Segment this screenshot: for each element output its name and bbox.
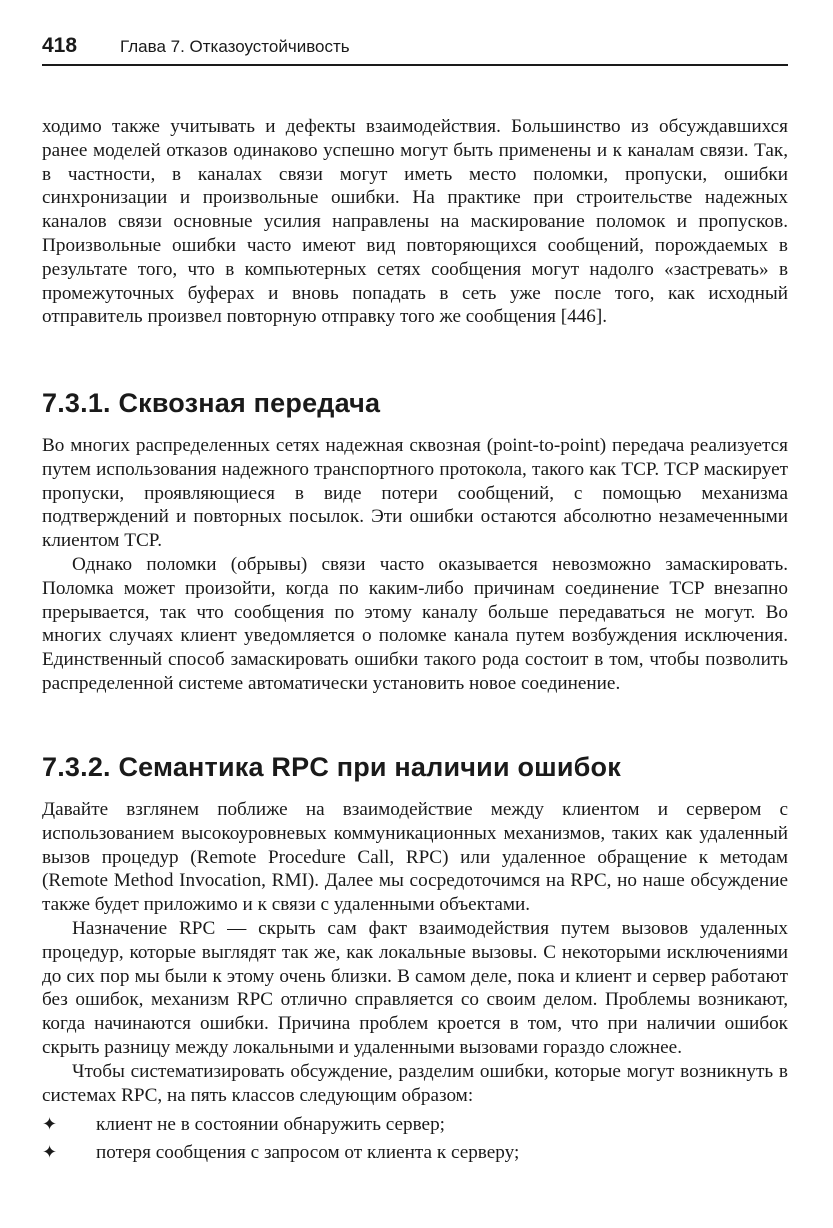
list-item [42,1111,788,1139]
page-number: 418 [42,34,78,57]
section-heading-7-3-1: 7.3.1. Сквозная передача [42,388,381,418]
list-item-text: потеря сообщения с запросом от клиента к серверу; [96,1142,520,1164]
section-7-3-2-body [42,798,788,1167]
section-heading-7-3-2: 7.3.2. Семантика RPC при наличии ошибок [42,752,621,782]
list-item-text: клиент не в состоянии обнаружить сервер; [96,1114,445,1136]
running-head: Глава 7. Отказоустойчивость [120,37,350,56]
paragraph: Чтобы систематизировать обсуждение, разделим ошибки, которые могут возникнуть в системах RPC, на пять классов следующим образом: [42,1060,788,1106]
page-header [42,34,788,66]
paragraph: Давайте взглянем поближе на взаимодействие между клиентом и сервером с использованием высокоуровневых коммуникационных механизмов, таких как удаленный вызов процедур (Remote Procedure Call, RPC) или удаленное обращение к методам (Remote Method Invocation, RMI). Далее мы сосредоточимся на RPC, но наше обсуждение также будет приложимо и к связи с удаленными объектами. [42,799,788,916]
list-item [42,1139,788,1167]
section-7-3-1-body [42,434,788,696]
four-point-star-bullet-icon: ✦ [42,1114,58,1136]
paragraph: Назначение RPC — скрыть сам факт взаимодействия путем вызовов удаленных процедур, которые выглядят так же, как локальные вызовы. С некоторыми исключениями до сих пор мы были к этому очень близки. В самом деле, пока и клиент и сервер работают без ошибок, механизм RPC отлично справляется со своим делом. Проблемы возникают, когда начинаются ошибки. Причина проблем кроется в том, что при наличии ошибок скрыть разницу между локальными и удаленными вызовами гораздо сложнее. [42,917,788,1058]
failure-class-list [42,1111,788,1167]
intro-paragraph: ходимо также учитывать и дефекты взаимодействия. Большинство из обсуждавшихся ранее моделей отказов одинаково успешно могут быть применены и к каналам связи. Так, в частности, в каналах связи могут иметь место поломки, пропуски, ошибки синхронизации и произвольные ошибки. На практике при строительстве надежных каналов связи основные усилия направлены на маскирование поломок и пропусков. Произвольные ошибки часто имеют вид повторяющихся сообщений, порождаемых в результате того, что в компьютерных сетях сообщения могут надолго «застревать» в промежуточных буферах и вновь попадать в сеть уже после того, как исходный отправитель произвел повторную отправку того же сообщения [446]. [42,116,788,328]
paragraph: Во многих распределенных сетях надежная сквозная (point-to-point) передача реализуется путем использования надежного транспортного протокола, такого как TCP. TCP маскирует пропуски, проявляющиеся в виде потери сообщений, с помощью механизма подтверждений и повторных посылок. Эти ошибки остаются абсолютно незамеченными клиентом TCP. [42,435,788,552]
paragraph: Однако поломки (обрывы) связи часто оказывается невозможно замаскировать. Поломка может произойти, когда по каким-либо причинам соединение TCP внезапно прерывается, так что сообщения по этому каналу больше передаваться не могут. Во многих случаях клиент уведомляется о поломке канала путем возбуждения исключения. Единственный способ замаскировать ошибки такого рода состоит в том, чтобы позволить распределенной системе автоматически установить новое соединение. [42,553,788,694]
four-point-star-bullet-icon: ✦ [42,1142,58,1164]
